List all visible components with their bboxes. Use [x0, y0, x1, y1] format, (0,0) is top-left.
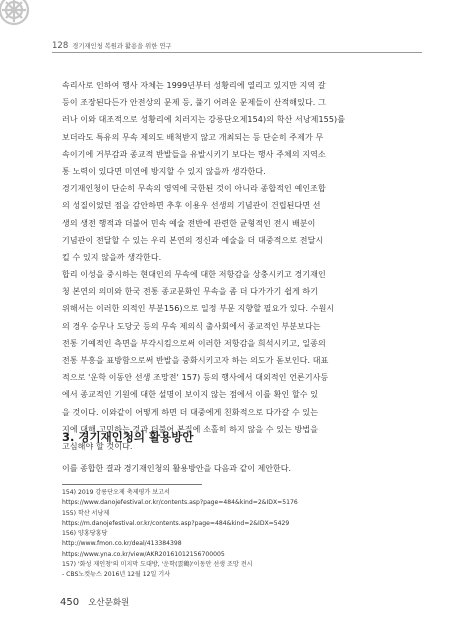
text-line: 경기재인청이 단순히 무속의 영역에 국한된 것이 아니라 종합적인 예인조합 [62, 184, 326, 194]
text-line: 을 것이다. 이와같이 어떻게 하면 더 대중에게 친화적으로 다가갈 수 있는 [62, 407, 319, 417]
running-header [52, 41, 172, 51]
footnote-line: 156) 양홍당홍당 [62, 530, 108, 538]
text-line: 합리 이성을 중시하는 현대인의 무속에 대한 저항감을 상충시키고 경기재인 [62, 270, 326, 280]
text-line: 보더라도 특유의 무속 제의도 배척받지 않고 개최되는 등 단순히 주제가 무 [62, 132, 324, 142]
text-line: 지에 대해 고민하는 것과 더불어 본질에 소홀히 하지 않을 수 있는 방법을 [62, 424, 319, 434]
text-line: 속이기에 거부감과 종교적 반발들을 유발시키기 보다는 행사 주체의 지역소 [62, 149, 326, 159]
footnotes [62, 488, 412, 581]
footer-page-number: 450 [60, 597, 80, 608]
text-line: 생의 생전 행적과 더불어 민속 예술 전반에 관련한 균형적인 전시 배분이 [62, 218, 316, 228]
text-line: 속리사로 인하여 행사 자체는 1999년부터 성황리에 열리고 있지만 지역 갈 [62, 81, 326, 90]
footnote-line: https://www.yna.co.kr/view/AKR20161012156700005 [62, 550, 225, 558]
knot-pattern-logo-icon [0, 0, 52, 44]
text-line: 등이 조장된다든가 안전상의 문제 등, 풀기 어려운 문제들이 산적해있다. 그 [62, 98, 326, 108]
header-page-number: 128 [52, 41, 69, 51]
body-paragraphs [62, 77, 407, 455]
footnote-line: - CBS노컷뉴스 2016년 12월 12일 기사 [62, 571, 171, 579]
text-line: 위해서는 이러한 의적인 부분156)으로 일정 부문 지향할 필요가 있다. 수원시 [62, 304, 335, 314]
footnote-line: http://www.fmon.co.kr/deal/413384398 [62, 540, 182, 548]
footnote-line: https://www.danojefestival.or.kr/contents.asp?page=484&kind=2&IDX=5176 [62, 499, 298, 507]
footnote-line: 154) 2019 강릉단오제 축제평가 보고서 [62, 489, 170, 496]
text-line: 청 본연의 의미와 한국 전통 종교문화인 무속을 좀 더 다가가기 쉽게 하기 [62, 287, 319, 297]
text-line: 통 노력이 있다면 미연에 방지할 수 있지 않을까 생각한다. [62, 166, 266, 176]
text-line: 고심해야 할 것이다. [62, 441, 133, 451]
text-line: 전통 부흥을 표방함으로써 반발을 중화시키고자 하는 의도가 돋보인다. 대표 [62, 356, 329, 365]
text-line: 전통 기예적인 측면을 부각시킴으로써 이러한 저항감을 희석시키고, 일종의 [62, 338, 326, 348]
running-title: 경기재인청 복원과 활용을 위한 연구 [72, 43, 172, 50]
section-intro: 이를 종합한 결과 경기재인청의 활용방안을 다음과 같이 제안한다. [62, 464, 291, 473]
text-line: 에서 종교적인 기원에 대한 설명이 보이지 않는 점에서 이를 확인 할수 있 [62, 390, 319, 400]
footnote-divider [62, 484, 202, 485]
footnote-line: 155) 학산 서낭제 [62, 509, 110, 517]
publisher-name: 오산문화원 [88, 598, 130, 608]
page-footer [60, 590, 129, 609]
text-line: 기념관이 전달할 수 있는 우리 본연의 정신과 예술을 더 대중적으로 전달시 [62, 235, 324, 245]
text-line: 러나 이와 대조적으로 성황리에 치러지는 강릉단오제154)의 학산 서낭제155)를 [62, 115, 346, 125]
footnote-line: 157) '화성 재인청'의 미지막 도대방, '운학(雲鶴)'이동안 선생 조망 전시 [62, 561, 253, 569]
footnote-line: https://m.danojefestival.or.kr/contents.asp?page=484&kind=2&IDX=5429 [62, 519, 290, 527]
header-divider [52, 52, 422, 53]
text-line: 의 경우 승무나 도당굿 등의 무속 제의식 출사회에서 종교적인 부분보다는 [62, 321, 321, 331]
text-line: 적으로 '운학 이동안 선생 조망전' 157) 등의 행사에서 대외적인 언론기사등 [62, 373, 329, 383]
text-line: 킬 수 있지 않을까 생각한다. [62, 252, 162, 262]
section-heading: 3. 경기재인청의 활용방안 [62, 430, 194, 444]
text-line: 의 성질이었던 점을 감안하면 추후 이용우 선생의 기념관이 건립된다면 선 [62, 201, 321, 211]
